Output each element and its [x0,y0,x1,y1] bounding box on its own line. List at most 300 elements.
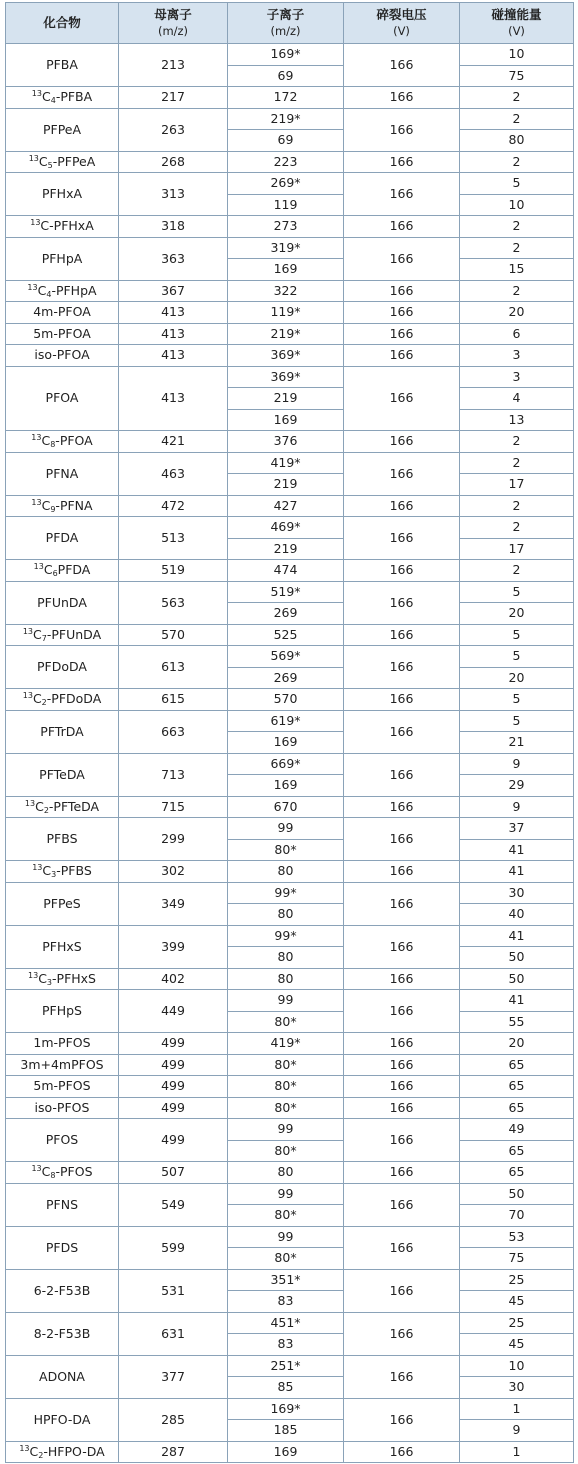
product-ion-cell: 251* [228,1355,344,1377]
product-ion-cell: 427 [228,495,344,517]
compound-cell [6,302,119,324]
fragmentor-voltage-cell: 166 [344,925,460,968]
compound-cell [6,710,119,753]
compound-cell [6,1097,119,1119]
collision-energy-cell: 80 [460,130,574,152]
table-row [6,280,574,302]
collision-energy-cell: 2 [460,237,574,259]
parent-ion-cell: 413 [119,323,228,345]
parent-ion-cell: 463 [119,452,228,495]
fragmentor-voltage-cell: 166 [344,581,460,624]
product-ion-cell: 69 [228,65,344,87]
parent-ion-cell: 499 [119,1076,228,1098]
product-ion-cell: 169* [228,44,344,66]
fragmentor-voltage-cell: 166 [344,1269,460,1312]
compound-name: PFBS [46,831,78,846]
product-ion-cell: 219 [228,388,344,410]
hyphen: - [52,970,57,986]
compound-name: PFOS [45,1132,79,1147]
fragmentor-voltage-cell: 166 [344,517,460,560]
collision-energy-cell: 10 [460,1355,574,1377]
table-row [6,1312,574,1334]
collision-energy-cell: 6 [460,323,574,345]
compound-name: iso-PFOS [34,1099,90,1115]
isotope-superscript: 13 [28,970,39,980]
isotope-superscript: 13 [31,1164,42,1174]
product-ion-cell: 99 [228,818,344,840]
product-ion-cell: 619* [228,710,344,732]
product-ion-cell: 80* [228,1248,344,1270]
table-row [6,173,574,195]
compound-name: PFDoDA [37,659,87,674]
product-ion-cell: 80* [228,1205,344,1227]
collision-energy-cell: 2 [460,517,574,539]
compound-name: PFUnDA [37,594,87,610]
product-ion-cell: 219* [228,323,344,345]
parent-ion-cell: 499 [119,1033,228,1055]
compound-name: PFPeA [57,153,96,169]
product-ion-cell: 169 [228,259,344,281]
collision-energy-cell: 70 [460,1205,574,1227]
table-row [6,689,574,711]
collision-energy-cell: 41 [460,839,574,861]
table-row [6,323,574,345]
parent-ion-cell: 268 [119,151,228,173]
fragmentor-voltage-cell: 166 [344,173,460,216]
collision-energy-cell: 13 [460,409,574,431]
hyphen: - [56,863,61,879]
parent-ion-cell: 570 [119,624,228,646]
compound-cell [6,861,119,883]
fragmentor-voltage-cell: 166 [344,753,460,796]
compound-name: iso-PFOA [34,347,90,363]
product-ion-cell: 80* [228,1011,344,1033]
compound-cell [6,517,119,560]
compound-name: 5m-PFOS [33,1078,91,1094]
compound-cell [6,1269,119,1312]
fragmentor-voltage-cell: 166 [344,216,460,238]
fragmentor-voltage-cell: 166 [344,237,460,280]
hyphen: - [55,497,60,513]
parent-ion-cell: 713 [119,753,228,796]
carbon-symbol: C [38,153,48,169]
parent-ion-cell: 318 [119,216,228,238]
compound-name: 4m-PFOA [33,304,91,320]
compound-cell [6,237,119,280]
fragmentor-voltage-cell: 166 [344,1398,460,1441]
parent-ion-cell: 217 [119,87,228,109]
compound-cell [6,151,119,173]
collision-energy-cell: 65 [460,1076,574,1098]
parent-ion-cell: 285 [119,1398,228,1441]
product-ion-cell: 80 [228,861,344,883]
carbon-symbol: C [41,497,51,513]
table-row [6,1097,574,1119]
compound-name: PFBS [60,863,92,879]
product-ion-cell: 80* [228,1076,344,1098]
compound-cell [6,689,119,711]
compound-cell [6,925,119,968]
isotope-superscript: 13 [31,497,42,507]
table-row [6,646,574,668]
parent-ion-cell: 499 [119,1119,228,1162]
parent-ion-cell: 472 [119,495,228,517]
table-row [6,560,574,582]
product-ion-cell: 570 [228,689,344,711]
fragmentor-voltage-cell: 166 [344,689,460,711]
carbon-symbol: C [41,89,51,105]
compound-name: PFTrDA [40,723,84,739]
product-ion-cell: 219* [228,108,344,130]
fragmentor-voltage-cell: 166 [344,495,460,517]
isotope-subscript: 8 [50,440,56,450]
table-row [6,1226,574,1248]
collision-energy-cell: 37 [460,818,574,840]
isotope-subscript: 6 [52,569,58,579]
compound-cell [6,1398,119,1441]
hyphen: - [49,218,54,234]
fragmentor-voltage-cell: 166 [344,323,460,345]
product-ion-cell: 351* [228,1269,344,1291]
compound-cell [6,1312,119,1355]
collision-energy-cell: 3 [460,345,574,367]
product-ion-cell: 169* [228,1398,344,1420]
product-ion-cell: 469* [228,517,344,539]
compound-name: PFHxA [53,218,94,234]
product-ion-cell: 80* [228,1097,344,1119]
compound-cell [6,1162,119,1184]
fragmentor-voltage-cell: 166 [344,968,460,990]
parent-ion-cell: 349 [119,882,228,925]
compound-cell [6,431,119,453]
hyphen: - [55,89,61,105]
isotope-subscript: 4 [50,96,56,106]
collision-energy-cell: 2 [460,431,574,453]
parent-ion-cell: 399 [119,925,228,968]
carbon-symbol: C [41,433,51,449]
product-ion-cell: 99 [228,990,344,1012]
collision-energy-cell: 2 [460,452,574,474]
table-row [6,710,574,732]
product-ion-cell: 99* [228,925,344,947]
product-ion-cell: 80 [228,947,344,969]
parent-ion-cell: 519 [119,560,228,582]
isotope-superscript: 13 [33,562,44,572]
compound-cell [6,882,119,925]
compound-cell [6,44,119,87]
parent-ion-cell: 507 [119,1162,228,1184]
collision-energy-cell: 20 [460,603,574,625]
collision-energy-cell: 5 [460,710,574,732]
product-ion-cell: 119* [228,302,344,324]
table-row [6,882,574,904]
header-row [6,3,574,44]
compound-cell [6,1119,119,1162]
collision-energy-cell: 21 [460,732,574,754]
product-ion-cell: 80 [228,968,344,990]
compound-name: 1m-PFOS [33,1035,91,1051]
parent-ion-cell: 421 [119,431,228,453]
parent-ion-cell: 513 [119,517,228,560]
collision-energy-cell: 10 [460,194,574,216]
carbon-symbol: C [40,218,50,234]
fragmentor-voltage-cell: 166 [344,302,460,324]
isotope-subscript: 7 [41,633,47,643]
product-ion-cell: 419* [228,1033,344,1055]
compound-name: PFNA [45,465,79,481]
compound-cell [6,646,119,689]
fragmentor-voltage-cell: 166 [344,818,460,861]
compound-name: PFNS [45,1196,78,1212]
product-ion-cell: 80* [228,1054,344,1076]
fragmentor-voltage-cell: 166 [344,1119,460,1162]
compound-cell [6,990,119,1033]
table-row [6,44,574,66]
hyphen: - [46,691,52,707]
product-ion-cell: 219 [228,474,344,496]
fragmentor-voltage-cell: 166 [344,882,460,925]
collision-energy-cell: 2 [460,108,574,130]
parent-ion-cell: 531 [119,1269,228,1312]
product-ion-cell: 172 [228,87,344,109]
compound-name: 5m-PFOA [33,325,91,341]
compound-name: PFHpA [41,250,83,266]
compound-name: PFTeDA [39,766,85,782]
product-ion-cell: 219 [228,538,344,560]
table-header [6,3,574,44]
table-row [6,1183,574,1205]
compound-name: HFPO-DA [47,1443,105,1459]
collision-energy-cell: 30 [460,1377,574,1399]
compound-name: PFHpA [55,282,97,298]
product-ion-cell: 669* [228,753,344,775]
product-ion-cell: 322 [228,280,344,302]
product-ion-cell: 99 [228,1183,344,1205]
fragmentor-voltage-cell: 166 [344,1162,460,1184]
product-ion-cell: 80 [228,904,344,926]
collision-energy-cell: 50 [460,1183,574,1205]
compound-name: PFOS [60,1164,93,1180]
table-row [6,431,574,453]
product-ion-cell: 376 [228,431,344,453]
carbon-symbol: C [32,691,42,707]
collision-energy-cell: 29 [460,775,574,797]
header-fragmentor-voltage: 碎裂电压 (V) [344,3,460,44]
isotope-superscript: 13 [22,626,34,636]
compound-name: PFPeS [43,895,81,911]
fragmentor-voltage-cell: 166 [344,1054,460,1076]
collision-energy-cell: 5 [460,581,574,603]
hyphen: - [55,433,60,449]
collision-energy-cell: 45 [460,1291,574,1313]
carbon-symbol: C [29,1443,39,1459]
carbon-symbol: C [43,562,53,578]
hyphen: - [51,282,56,298]
collision-energy-cell: 20 [460,667,574,689]
parent-ion-cell: 499 [119,1097,228,1119]
collision-energy-cell: 41 [460,925,574,947]
parent-ion-cell: 499 [119,1054,228,1076]
table-row [6,345,574,367]
collision-energy-cell: 2 [460,560,574,582]
compound-cell [6,87,119,109]
compound-name: PFHpS [42,1003,82,1018]
product-ion-cell: 83 [228,1334,344,1356]
fragmentor-voltage-cell: 166 [344,345,460,367]
parent-ion-cell: 631 [119,1312,228,1355]
product-ion-cell: 99* [228,882,344,904]
product-ion-cell: 223 [228,151,344,173]
product-ion-cell: 474 [228,560,344,582]
collision-energy-cell: 1 [460,1441,574,1463]
compound-cell [6,108,119,151]
collision-energy-cell: 41 [460,861,574,883]
isotope-subscript: 4 [46,289,52,299]
parent-ion-cell: 715 [119,796,228,818]
parent-ion-cell: 299 [119,818,228,861]
fragmentor-voltage-cell: 166 [344,1183,460,1226]
compound-name: PFDoDA [51,691,102,707]
compound-cell [6,280,119,302]
header-collision-energy: 碰撞能量 (V) [460,3,574,44]
isotope-subscript: 2 [41,698,47,708]
compound-name: PFHxA [41,186,83,201]
product-ion-cell: 80* [228,1140,344,1162]
parent-ion-cell: 287 [119,1441,228,1463]
table-body [6,44,574,1463]
collision-energy-cell: 20 [460,1033,574,1055]
product-ion-cell: 369* [228,366,344,388]
carbon-symbol: C [35,798,44,814]
compound-name: PFHxS [56,970,96,986]
product-ion-cell: 85 [228,1377,344,1399]
table-row [6,1054,574,1076]
collision-energy-cell: 75 [460,65,574,87]
collision-energy-cell: 41 [460,990,574,1012]
product-ion-cell: 69 [228,130,344,152]
collision-energy-cell: 2 [460,151,574,173]
table-row [6,87,574,109]
collision-energy-cell: 50 [460,968,574,990]
fragmentor-voltage-cell: 166 [344,624,460,646]
collision-energy-cell: 25 [460,1269,574,1291]
hyphen: - [55,1164,60,1180]
table-row [6,302,574,324]
carbon-symbol: C [41,1164,51,1180]
product-ion-cell: 169 [228,1441,344,1463]
carbon-symbol: C [33,626,42,642]
fragmentor-voltage-cell: 166 [344,1097,460,1119]
collision-energy-cell: 40 [460,904,574,926]
isotope-superscript: 13 [31,89,42,99]
table-row [6,1162,574,1184]
fragmentor-voltage-cell: 166 [344,431,460,453]
isotope-subscript: 3 [51,870,57,880]
collision-energy-cell: 2 [460,87,574,109]
fragmentor-voltage-cell: 166 [344,87,460,109]
product-ion-cell: 99 [228,1119,344,1141]
compound-cell [6,796,119,818]
compound-cell [6,345,119,367]
parent-ion-cell: 563 [119,581,228,624]
compound-name: HPFO-DA [33,1411,91,1427]
compound-name: PFTeDA [53,798,100,814]
compound-name: 8-2-F53B [33,1325,91,1341]
table-row [6,366,574,388]
collision-energy-cell: 25 [460,1312,574,1334]
collision-energy-cell: 3 [460,366,574,388]
isotope-superscript: 13 [28,153,39,163]
compound-cell [6,495,119,517]
product-ion-cell: 569* [228,646,344,668]
compound-name: PFBA [60,89,93,105]
mrm-parameter-table [5,2,574,1463]
parent-ion-cell: 402 [119,968,228,990]
carbon-symbol: C [42,863,52,879]
table-row [6,1398,574,1420]
compound-cell [6,624,119,646]
collision-energy-cell: 1 [460,1398,574,1420]
compound-cell [6,818,119,861]
compound-cell [6,1441,119,1463]
isotope-superscript: 13 [19,1443,30,1453]
parent-ion-cell: 367 [119,280,228,302]
product-ion-cell: 119 [228,194,344,216]
table-row [6,753,574,775]
compound-name: PFDA [57,562,91,578]
compound-cell [6,173,119,216]
collision-energy-cell: 65 [460,1097,574,1119]
table-row [6,925,574,947]
product-ion-cell: 99 [228,1226,344,1248]
carbon-symbol: C [37,282,47,298]
product-ion-cell: 269 [228,603,344,625]
compound-name: PFHxS [42,938,82,954]
fragmentor-voltage-cell: 166 [344,151,460,173]
isotope-superscript: 13 [24,798,36,808]
product-ion-cell: 169 [228,409,344,431]
collision-energy-cell: 15 [460,259,574,281]
table-row [6,968,574,990]
fragmentor-voltage-cell: 166 [344,1226,460,1269]
product-ion-cell: 269* [228,173,344,195]
compound-name: ADONA [39,1368,85,1384]
compound-name: PFBA [46,57,78,72]
product-ion-cell: 269 [228,667,344,689]
isotope-superscript: 13 [31,433,42,443]
compound-name: 6-2-F53B [33,1282,91,1298]
compound-cell [6,1076,119,1098]
parent-ion-cell: 413 [119,302,228,324]
fragmentor-voltage-cell: 166 [344,108,460,151]
table-row [6,108,574,130]
parent-ion-cell: 599 [119,1226,228,1269]
fragmentor-voltage-cell: 166 [344,1033,460,1055]
compound-cell [6,452,119,495]
collision-energy-cell: 2 [460,216,574,238]
product-ion-cell: 419* [228,452,344,474]
fragmentor-voltage-cell: 166 [344,1355,460,1398]
collision-energy-cell: 10 [460,44,574,66]
compound-cell [6,323,119,345]
table-row [6,624,574,646]
fragmentor-voltage-cell: 166 [344,366,460,431]
header-product-ion: 子离子 (m/z) [228,3,344,44]
collision-energy-cell: 17 [460,538,574,560]
parent-ion-cell: 302 [119,861,228,883]
product-ion-cell: 169 [228,732,344,754]
fragmentor-voltage-cell: 166 [344,280,460,302]
